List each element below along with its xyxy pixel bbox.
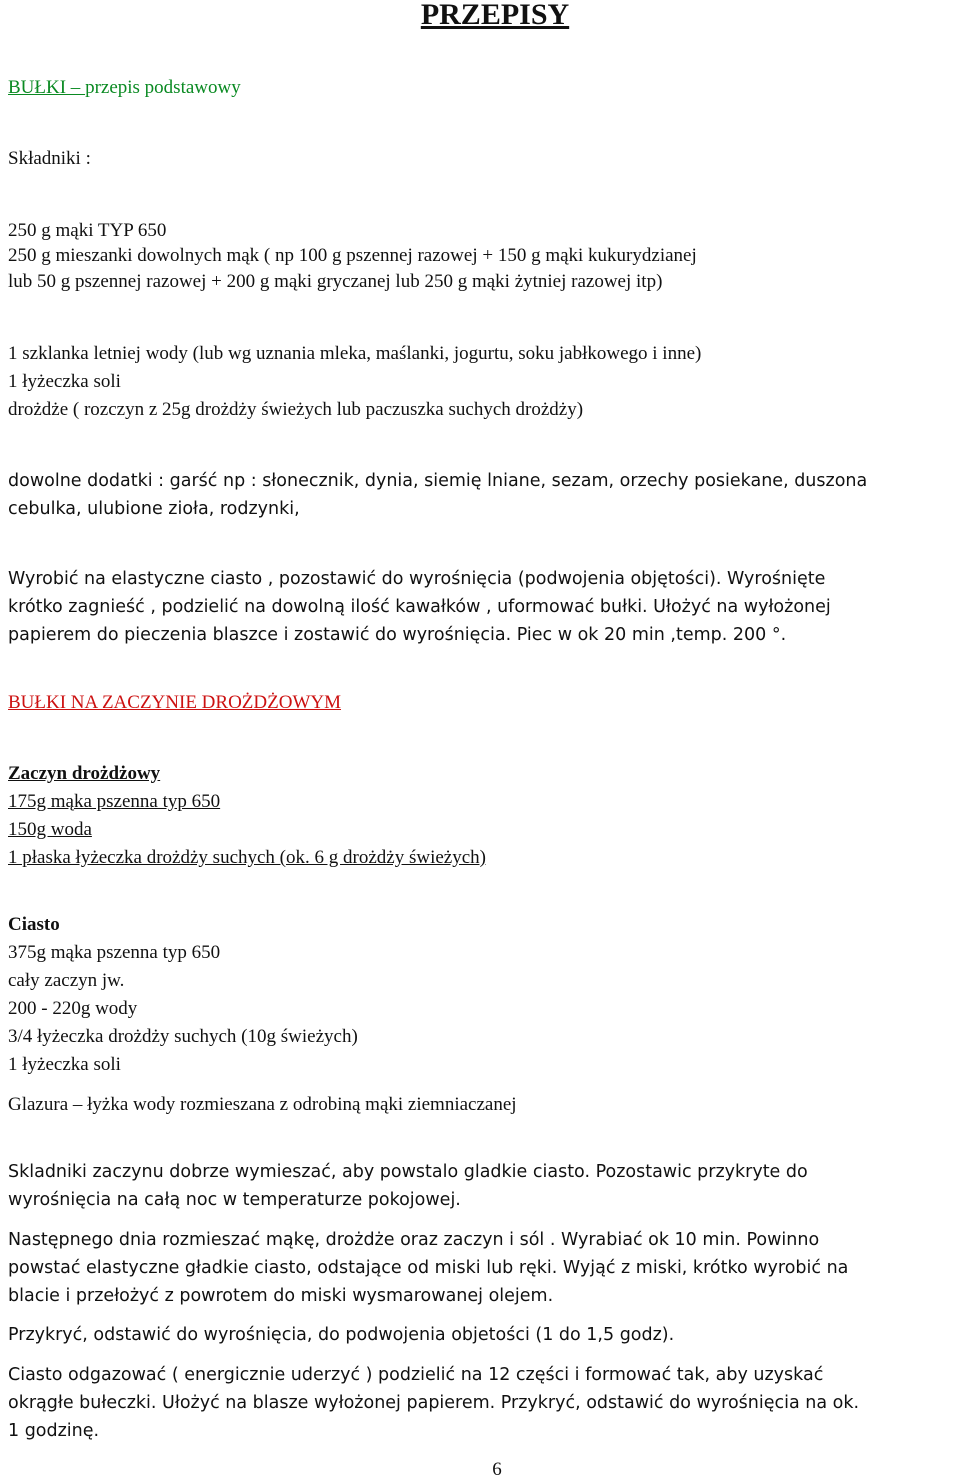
step-line: Ciasto odgazować ( energicznie uderzyć ) podzielić na 12 części i formować tak, aby uzyskać [8,1365,824,1385]
step-line: wyrośnięcia na całą noc w temperaturze pokojowej. [8,1190,461,1210]
ingredients-label: Składniki : [8,148,91,169]
step-line: blacie i przełożyć z powrotem do miski wysmarowanej olejem. [8,1286,554,1306]
step-line: Skladniki zaczynu dobrze wymieszać, aby powstalo gladkie ciasto. Pozostawic przykryte do [8,1162,808,1182]
starter-line: 1 płaska łyżeczka drożdży suchych (ok. 6 g drożdży świeżych) [8,847,486,868]
step-line: Następnego dnia rozmieszać mąkę, drożdże oraz zaczyn i sól . Wyrabiać ok 10 min. Powinno [8,1230,820,1250]
dough-line: cały zaczyn jw. [8,970,125,991]
step-line: okrągłe bułeczki. Ułożyć na blasze wyłożonej papierem. Przykryć, odstawić do wyrośnięcia na ok. [8,1393,860,1413]
page-title: PRZEPISY [420,0,570,31]
ingredient-line: 250 g mąki TYP 650 [8,220,167,241]
starter-title: Zaczyn drożdżowy [8,763,161,784]
step-line: 1 godzinę. [8,1421,100,1441]
method-line: krótko zagnieść , podzielić na dowolną ilość kawałków , uformować bułki. Ułożyć na wyłożonej [8,597,831,617]
recipe1-heading [8,77,241,99]
extras-line: cebulka, ulubione zioła, rodzynki, [8,499,300,519]
ingredient-line: 250 g mieszanki dowolnych mąk ( np 100 g pszennej razowej + 150 g mąki kukurydzianej [8,245,697,266]
dough-line: 375g mąka pszenna typ 650 [8,942,221,963]
ingredient-line: lub 50 g pszennej razowej + 200 g mąki gryczanej lub 250 g mąki żytniej razowej itp) [8,271,663,292]
ingredient-line: drożdże ( rozczyn z 25g drożdży świeżych lub paczuszka suchych drożdży) [8,399,584,420]
recipe1-heading-main: BUŁKI – [8,77,86,98]
page-number: 6 [492,1459,502,1480]
dough-line: 200 - 220g wody [8,998,138,1019]
dough-line: 1 łyżeczka soli [8,1054,121,1075]
method-line: Wyrobić na elastyczne ciasto , pozostawić do wyrośnięcia (podwojenia objętości). Wyrośnięte [8,569,826,589]
recipe2-heading: BUŁKI NA ZACZYNIE DROŻDŻOWYM [8,692,341,713]
starter-line: 175g mąka pszenna typ 650 [8,791,221,812]
dough-title: Ciasto [8,914,60,935]
extras-line: dowolne dodatki : garść np : słonecznik, dynia, siemię lniane, sezam, orzechy posiekane, duszona [8,471,868,491]
method-line: papierem do pieczenia blaszce i zostawić do wyrośnięcia. Piec w ok 20 min ,temp. 200 °. [8,625,787,645]
ingredient-line: 1 łyżeczka soli [8,371,121,392]
step-line: powstać elastyczne gładkie ciasto, odstające od miski lub ręki. Wyjąć z miski, krótko wyrobić na [8,1258,849,1278]
recipe1-heading-rest: przepis podstawowy [85,77,241,98]
glaze-line: Glazura – łyżka wody rozmieszana z odrobiną mąki ziemniaczanej [8,1094,517,1115]
step-line: Przykryć, odstawić do wyrośnięcia, do podwojenia objetości (1 do 1,5 godz). [8,1325,675,1345]
dough-line: 3/4 łyżeczka drożdży suchych (10g świeżych) [8,1026,358,1047]
ingredient-line: 1 szklanka letniej wody (lub wg uznania mleka, maślanki, jogurtu, soku jabłkowego i inne) [8,343,702,364]
starter-line: 150g woda [8,819,92,840]
